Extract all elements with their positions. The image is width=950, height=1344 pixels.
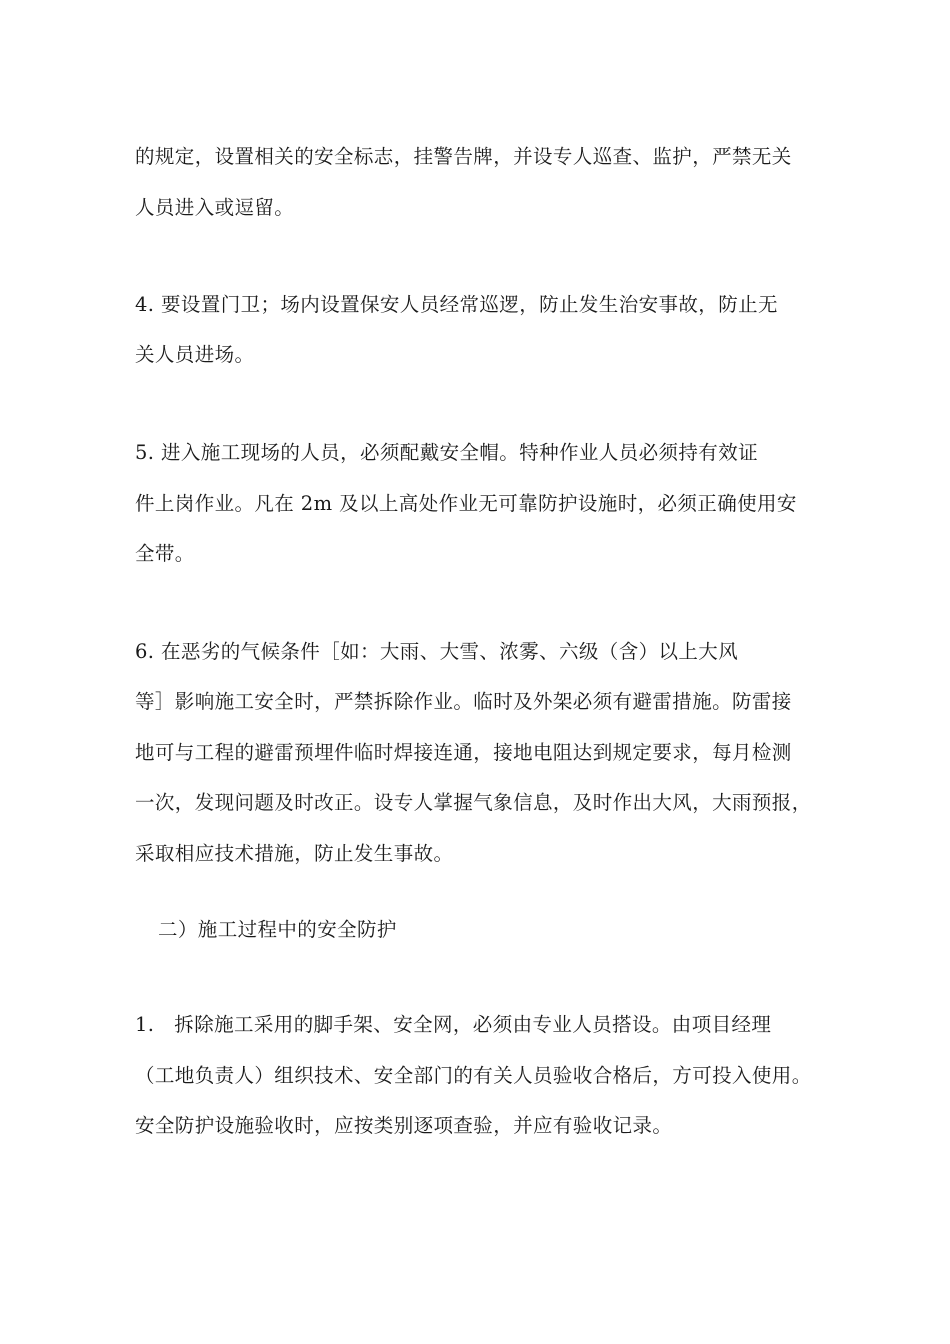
paragraph-line: 1. 拆除施工采用的脚手架、安全网，必须由专业人员搭设。由项目经理: [135, 1013, 772, 1036]
paragraph-line: 4. 要设置门卫；场内设置保安人员经常巡逻，防止发生治安事故，防止无: [135, 293, 778, 316]
section-heading: 二）施工过程中的安全防护: [158, 918, 397, 941]
paragraph-line: 人员进入或逗留。: [135, 196, 295, 219]
paragraph-line: 全带。: [135, 542, 195, 565]
paragraph-line: 一次，发现问题及时改正。设专人掌握气象信息，及时作出大风，大雨预报，: [135, 791, 812, 814]
paragraph-line: 等］影响施工安全时，严禁拆除作业。临时及外架必须有避雷措施。防雷接: [135, 690, 792, 713]
paragraph-line: （工地负责人）组织技术、安全部门的有关人员验收合格后，方可投入使用。: [135, 1064, 812, 1087]
paragraph-line: 采取相应技术措施，防止发生事故。: [135, 842, 454, 865]
paragraph-line: 的规定，设置相关的安全标志，挂警告牌，并设专人巡查、监护，严禁无关: [135, 145, 792, 168]
paragraph-line: 地可与工程的避雷预埋件临时焊接连通，接地电阻达到规定要求，每月检测: [135, 741, 792, 764]
paragraph-line: 6. 在恶劣的气候条件［如：大雨、大雪、浓雾、六级（含）以上大风: [135, 640, 739, 663]
paragraph-line: 关人员进场。: [135, 343, 255, 366]
paragraph-line: 安全防护设施验收时，应按类别逐项查验，并应有验收记录。: [135, 1114, 673, 1137]
paragraph-line: 5. 进入施工现场的人员，必须配戴安全帽。特种作业人员必须持有效证: [135, 441, 759, 464]
paragraph-line: 件上岗作业。凡在 2m 及以上高处作业无可靠防护设施时，必须正确使用安: [135, 492, 797, 515]
